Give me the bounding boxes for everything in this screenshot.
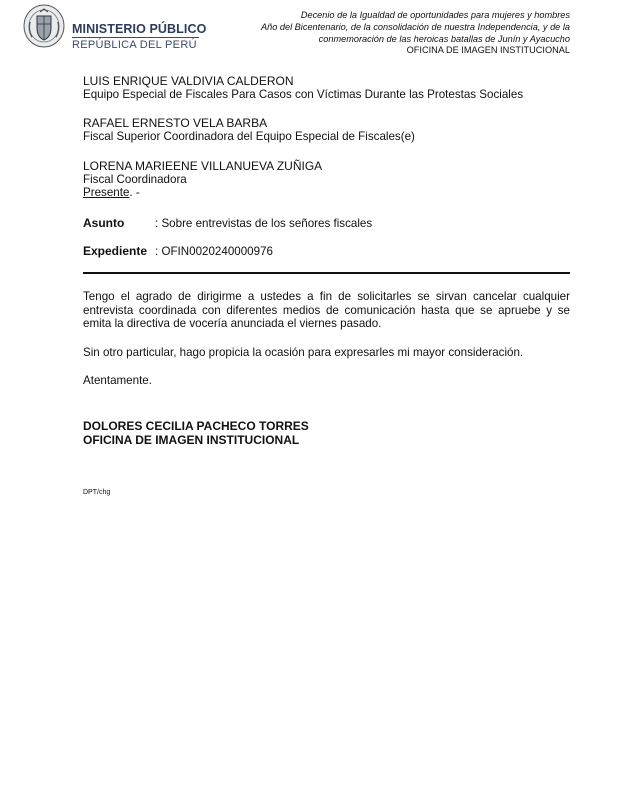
organization-name-block [72,22,206,51]
signatory-name: DOLORES CECILIA PACHECO TORRES [83,419,309,433]
body-paragraph-1: Tengo el agrado de dirigirme a ustedes a fin de solicitarles se sirvan cancelar cualquier entrevista coordinada con diferentes medios de comunicación hasta que se apruebe y se emita la directiva de vocería anunciada el viernes pasado. [83,290,570,331]
addressee-role: Equipo Especial de Fiscales Para Casos con Víctimas Durante las Protestas Sociales [83,88,524,101]
asunto-label: Asunto [83,216,125,230]
body-paragraph-2: Sin otro particular, hago propicia la ocasión para expresarles mi mayor consideración. [83,346,524,359]
asunto-value: : Sobre entrevistas de los señores fiscales [155,217,373,230]
addressee-name: RAFAEL ERNESTO VELA BARBA [83,116,268,130]
asunto-row [83,216,372,230]
addressee-2 [83,117,415,143]
signatory-office: OFICINA DE IMAGEN INSTITUCIONAL [83,433,300,447]
year-line-1: Año del Bicentenario, de la consolidación de nuestra Independencia, y de la [260,21,570,32]
presente-suffix: . - [129,186,140,199]
header-mottos [261,10,570,57]
coat-of-arms-logo [22,4,66,48]
addressee-role: Fiscal Superior Coordinadora del Equipo Especial de Fiscales(e) [83,130,415,143]
section-divider [83,272,570,274]
org-country: REPÚBLICA DEL PERÚ [72,39,197,51]
expediente-value: : OFIN0020240000976 [155,245,273,258]
reference-initials: DPT/chg [83,489,111,496]
addressee-role: Fiscal Coordinadora [83,173,187,186]
addressee-3 [83,160,322,199]
closing-text: Atentamente. [83,374,152,387]
org-divider [72,37,199,38]
expediente-row [83,244,273,258]
addressee-name: LORENA MARIEENE VILLANUEVA ZUÑIGA [83,159,323,173]
decade-line: Decenio de la Igualdad de oportunidades para mujeres y hombres [300,10,570,20]
expediente-label: Expediente [83,244,148,258]
header-office: OFICINA DE IMAGEN INSTITUCIONAL [406,45,570,56]
presente-label: Presente [83,186,130,199]
presente-line [83,186,322,199]
year-line-2: conmemoración de las heroicas batallas de Junín y Ayacucho [318,33,570,44]
addressee-1 [83,75,523,101]
org-name: MINISTERIO PÚBLICO [72,22,207,36]
signature-block [83,419,309,447]
addressee-name: LUIS ENRIQUE VALDIVIA CALDERON [83,74,294,88]
